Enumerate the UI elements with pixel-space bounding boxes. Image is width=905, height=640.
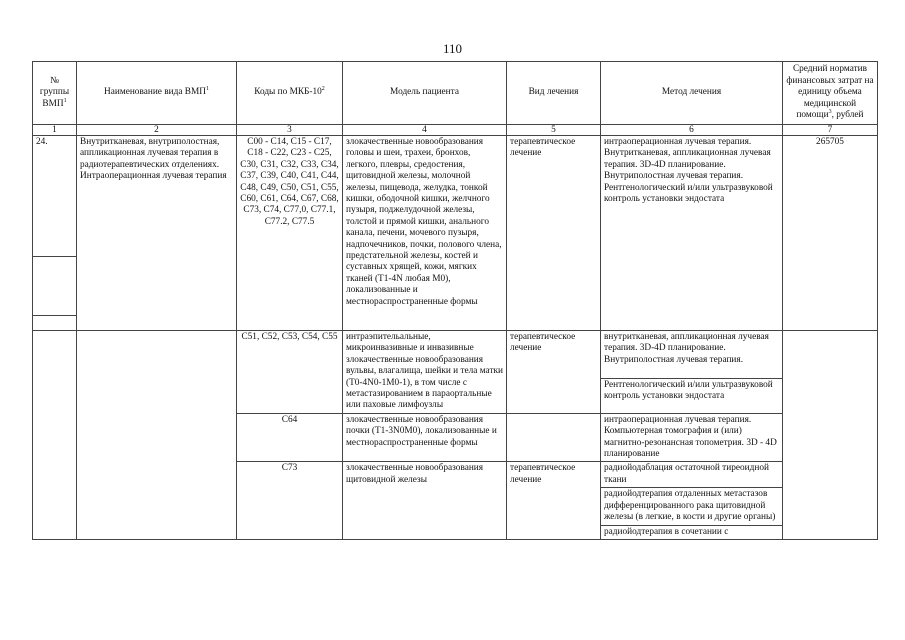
icd-codes: C51, C52, C53, C54, C55 [237,331,343,414]
group-number-spacer [33,256,76,315]
column-number: 1 [33,125,77,136]
cost-standard-empty [783,331,878,540]
treatment-method-group [601,331,783,414]
treatment-method: интраоперационная лучевая терапия. Компьютерная томография и (или) магнитно-резонансная топометрия. 3D - 4D планирование [601,413,783,462]
column-number: 4 [343,125,507,136]
vmp-table [32,61,878,540]
patient-model: злокачественные новообразования головы и шеи, трахеи, бронхов, легкого, плевры, средостения, щитовидной железы, молочной железы, пищевода, желудка, тонкой кишки, ободочной кишки, желчного пузыря, поджелудочной железы, толстой и прямой кишки, анального канала, печени, мочевого пузыря, надпочечников, почки, полового члена, предстательной железы, костей и суставных хрящей, кожи, мягких тканей (T1-4N любая M0), локализованные и местнораспространенные формы [343,136,507,331]
table-row [33,331,878,414]
group-number-spacer [33,315,76,330]
table-row [33,136,878,331]
icd-codes: C64 [237,413,343,462]
treatment-method: интраоперационная лучевая терапия. Внутритканевая, аппликационная лучевая терапия. 3D-4D планирование. Внутриполостная лучевая терапия. Рентгенологический и/или ультразвуковой контроль установки эндостата [601,136,783,331]
column-number: 7 [783,125,878,136]
patient-model: злокачественные новообразования щитовидной железы [343,462,507,539]
column-number: 3 [237,125,343,136]
header-row [33,62,878,125]
column-number-row [33,125,878,136]
header-icd-codes: Коды по МКБ-$10^2$ [237,62,343,125]
group-number-cell-empty [33,331,77,540]
header-patient-model: Модель пациента [343,62,507,125]
treatment-method: радиойодтерапия в сочетании с [601,525,782,539]
header-vmp-name: Наименование вида ВМП$^1$ [77,62,237,125]
treatment-method: радиойодаблация остаточной тиреоидной ткани [604,463,769,485]
column-number: 2 [77,125,237,136]
icd-codes: C00 - C14, C15 - C17, C18 - C22, C23 - C25, C30, C31, C32, C33, C34, C37, C39, C40, C41, C44, C48, C49, C50, C51, C55, C60, C61, C64, C67, C68, C73, C74, C77,0, C77.1, C77.2, C77.5 [237,136,343,331]
group-number: 24. [36,137,48,147]
cost-standard: 265705 [783,136,878,331]
treatment-method: Рентгенологический и/или ультразвуковой контроль установки эндостата [601,378,782,404]
vmp-name: Внутритканевая, внутриполостная, аппликационная лучевая терапия в радиотерапевтических отделениях. Интраоперационная лучевая терапия [77,136,237,331]
group-number-cell [33,136,77,331]
treatment-type: терапевтическое лечение [507,136,601,331]
treatment-method: радиойодтерапия отдаленных метастазов дифференцированного рака щитовидной железы (в легкие, в кости и другие органы) [601,487,782,524]
treatment-type: терапевтическое лечение [507,462,601,539]
treatment-type: терапевтическое лечение [507,331,601,414]
treatment-type-empty [507,413,601,462]
header-cost-standard: Средний норматив финансовых затрат на единицу объема медицинской помощи$^3$, рублей [783,62,878,125]
header-treatment-type: Вид лечения [507,62,601,125]
treatment-method: внутритканевая, аппликационная лучевая терапия. 3D-4D планирование. Внутриполостная лучевая терапия. [604,332,769,365]
page-number: 110 [442,41,463,56]
vmp-name-empty [77,331,237,540]
column-number: 6 [601,125,783,136]
column-number: 5 [507,125,601,136]
patient-model: злокачественные новообразования почки (T1-3N0M0), локализованные и местнораспространенные формы [343,413,507,462]
header-group-number: № группы ВМП$^1$ [33,62,77,125]
header-treatment-method: Метод лечения [601,62,783,125]
icd-codes: C73 [237,462,343,539]
patient-model: интраэпительальные, микроинвазивные и инвазивные злокачественные новообразования вульвы, влагалища, шейки и тела матки (T0-4N0-1M0-1), в том числе с метастазированием в параортальные или паховые лимфоузлы [343,331,507,414]
treatment-method-group [601,462,783,539]
